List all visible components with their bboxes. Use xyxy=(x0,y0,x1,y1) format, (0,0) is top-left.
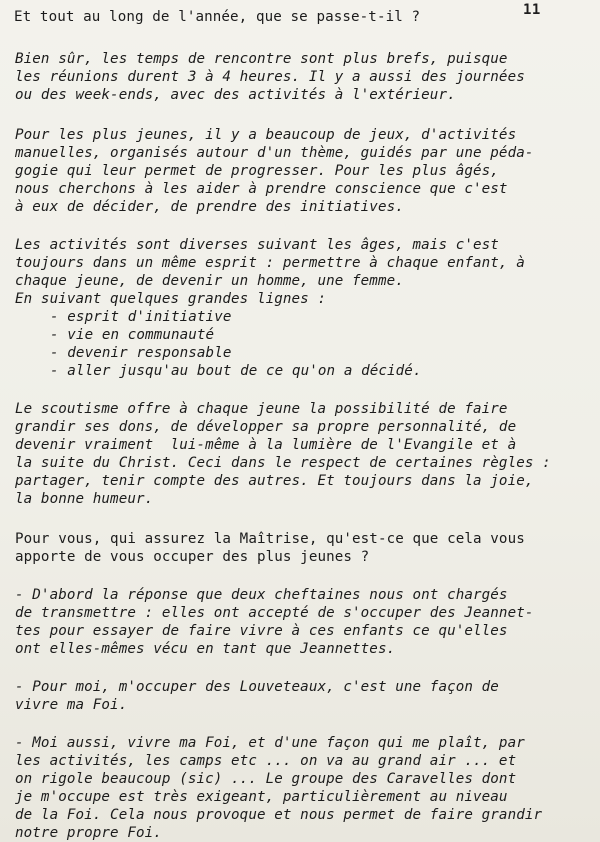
list-item: - aller jusqu'au bout de ce qu'on a décidé. xyxy=(50,363,422,379)
answer-line: les activités, les camps etc ... on va au grand air ... et xyxy=(15,753,517,769)
question-2-continued: apporte de vous occuper des plus jeunes ? xyxy=(15,549,370,565)
question-2: Pour vous, qui assurez la Maîtrise, qu'est-ce que cela vous xyxy=(15,531,525,547)
answer-line: tes pour essayer de faire vivre à ces enfants ce qu'elles xyxy=(15,623,508,639)
text-line: partager, tenir compte des autres. Et toujours dans la joie, xyxy=(15,473,534,489)
text-line: nous cherchons à les aider à prendre conscience que c'est xyxy=(15,181,508,197)
answer-line: notre propre Foi. xyxy=(15,825,162,841)
answer-line: ont elles-mêmes vécu en tant que Jeannettes. xyxy=(15,641,396,657)
text-line: la suite du Christ. Ceci dans le respect de certaines règles : xyxy=(15,455,551,471)
list-item: - vie en communauté xyxy=(50,327,215,343)
text-line: grandir ses dons, de développer sa propre personnalité, de xyxy=(15,419,517,435)
text-line: les réunions durent 3 à 4 heures. Il y a aussi des journées xyxy=(15,69,525,85)
text-line: ou des week-ends, avec des activités à l'extérieur. xyxy=(15,87,456,103)
answer-line: - Moi aussi, vivre ma Foi, et d'une façon qui me plaît, par xyxy=(15,735,525,751)
text-line: la bonne humeur. xyxy=(15,491,154,507)
question-1: Et tout au long de l'année, que se passe-t-il ? xyxy=(14,9,421,25)
text-line: Le scoutisme offre à chaque jeune la possibilité de faire xyxy=(15,401,508,417)
page-number: 11 xyxy=(523,2,541,18)
answer-line: vivre ma Foi. xyxy=(15,697,128,713)
answer-line: je m'occupe est très exigeant, particulièrement au niveau xyxy=(15,789,508,805)
text-line: Pour les plus jeunes, il y a beaucoup de jeux, d'activités xyxy=(15,127,517,143)
text-line: toujours dans un même esprit : permettre à chaque enfant, à xyxy=(15,255,525,271)
text-line: En suivant quelques grandes lignes : xyxy=(15,291,327,307)
list-item: - devenir responsable xyxy=(50,345,232,361)
text-line: manuelles, organisés autour d'un thème, guidés par une péda- xyxy=(15,145,534,161)
answer-line: de transmettre : elles ont accepté de s'occuper des Jeannet- xyxy=(15,605,534,621)
answer-line: - Pour moi, m'occuper des Louveteaux, c'est une façon de xyxy=(15,679,499,695)
text-line: à eux de décider, de prendre des initiatives. xyxy=(15,199,404,215)
text-line: Les activités sont diverses suivant les âges, mais c'est xyxy=(15,237,499,253)
text-line: devenir vraiment lui-même à la lumière de l'Evangile et à xyxy=(15,437,517,453)
answer-line: on rigole beaucoup (sic) ... Le groupe des Caravelles dont xyxy=(15,771,517,787)
text-line: chaque jeune, de devenir un homme, une femme. xyxy=(15,273,404,289)
text-line: gogie qui leur permet de progresser. Pour les plus âgés, xyxy=(15,163,499,179)
answer-line: - D'abord la réponse que deux cheftaines nous ont chargés xyxy=(15,587,508,603)
answer-line: de la Foi. Cela nous provoque et nous permet de faire grandir xyxy=(15,807,543,823)
list-item: - esprit d'initiative xyxy=(50,309,232,325)
text-line: Bien sûr, les temps de rencontre sont plus brefs, puisque xyxy=(15,51,508,67)
